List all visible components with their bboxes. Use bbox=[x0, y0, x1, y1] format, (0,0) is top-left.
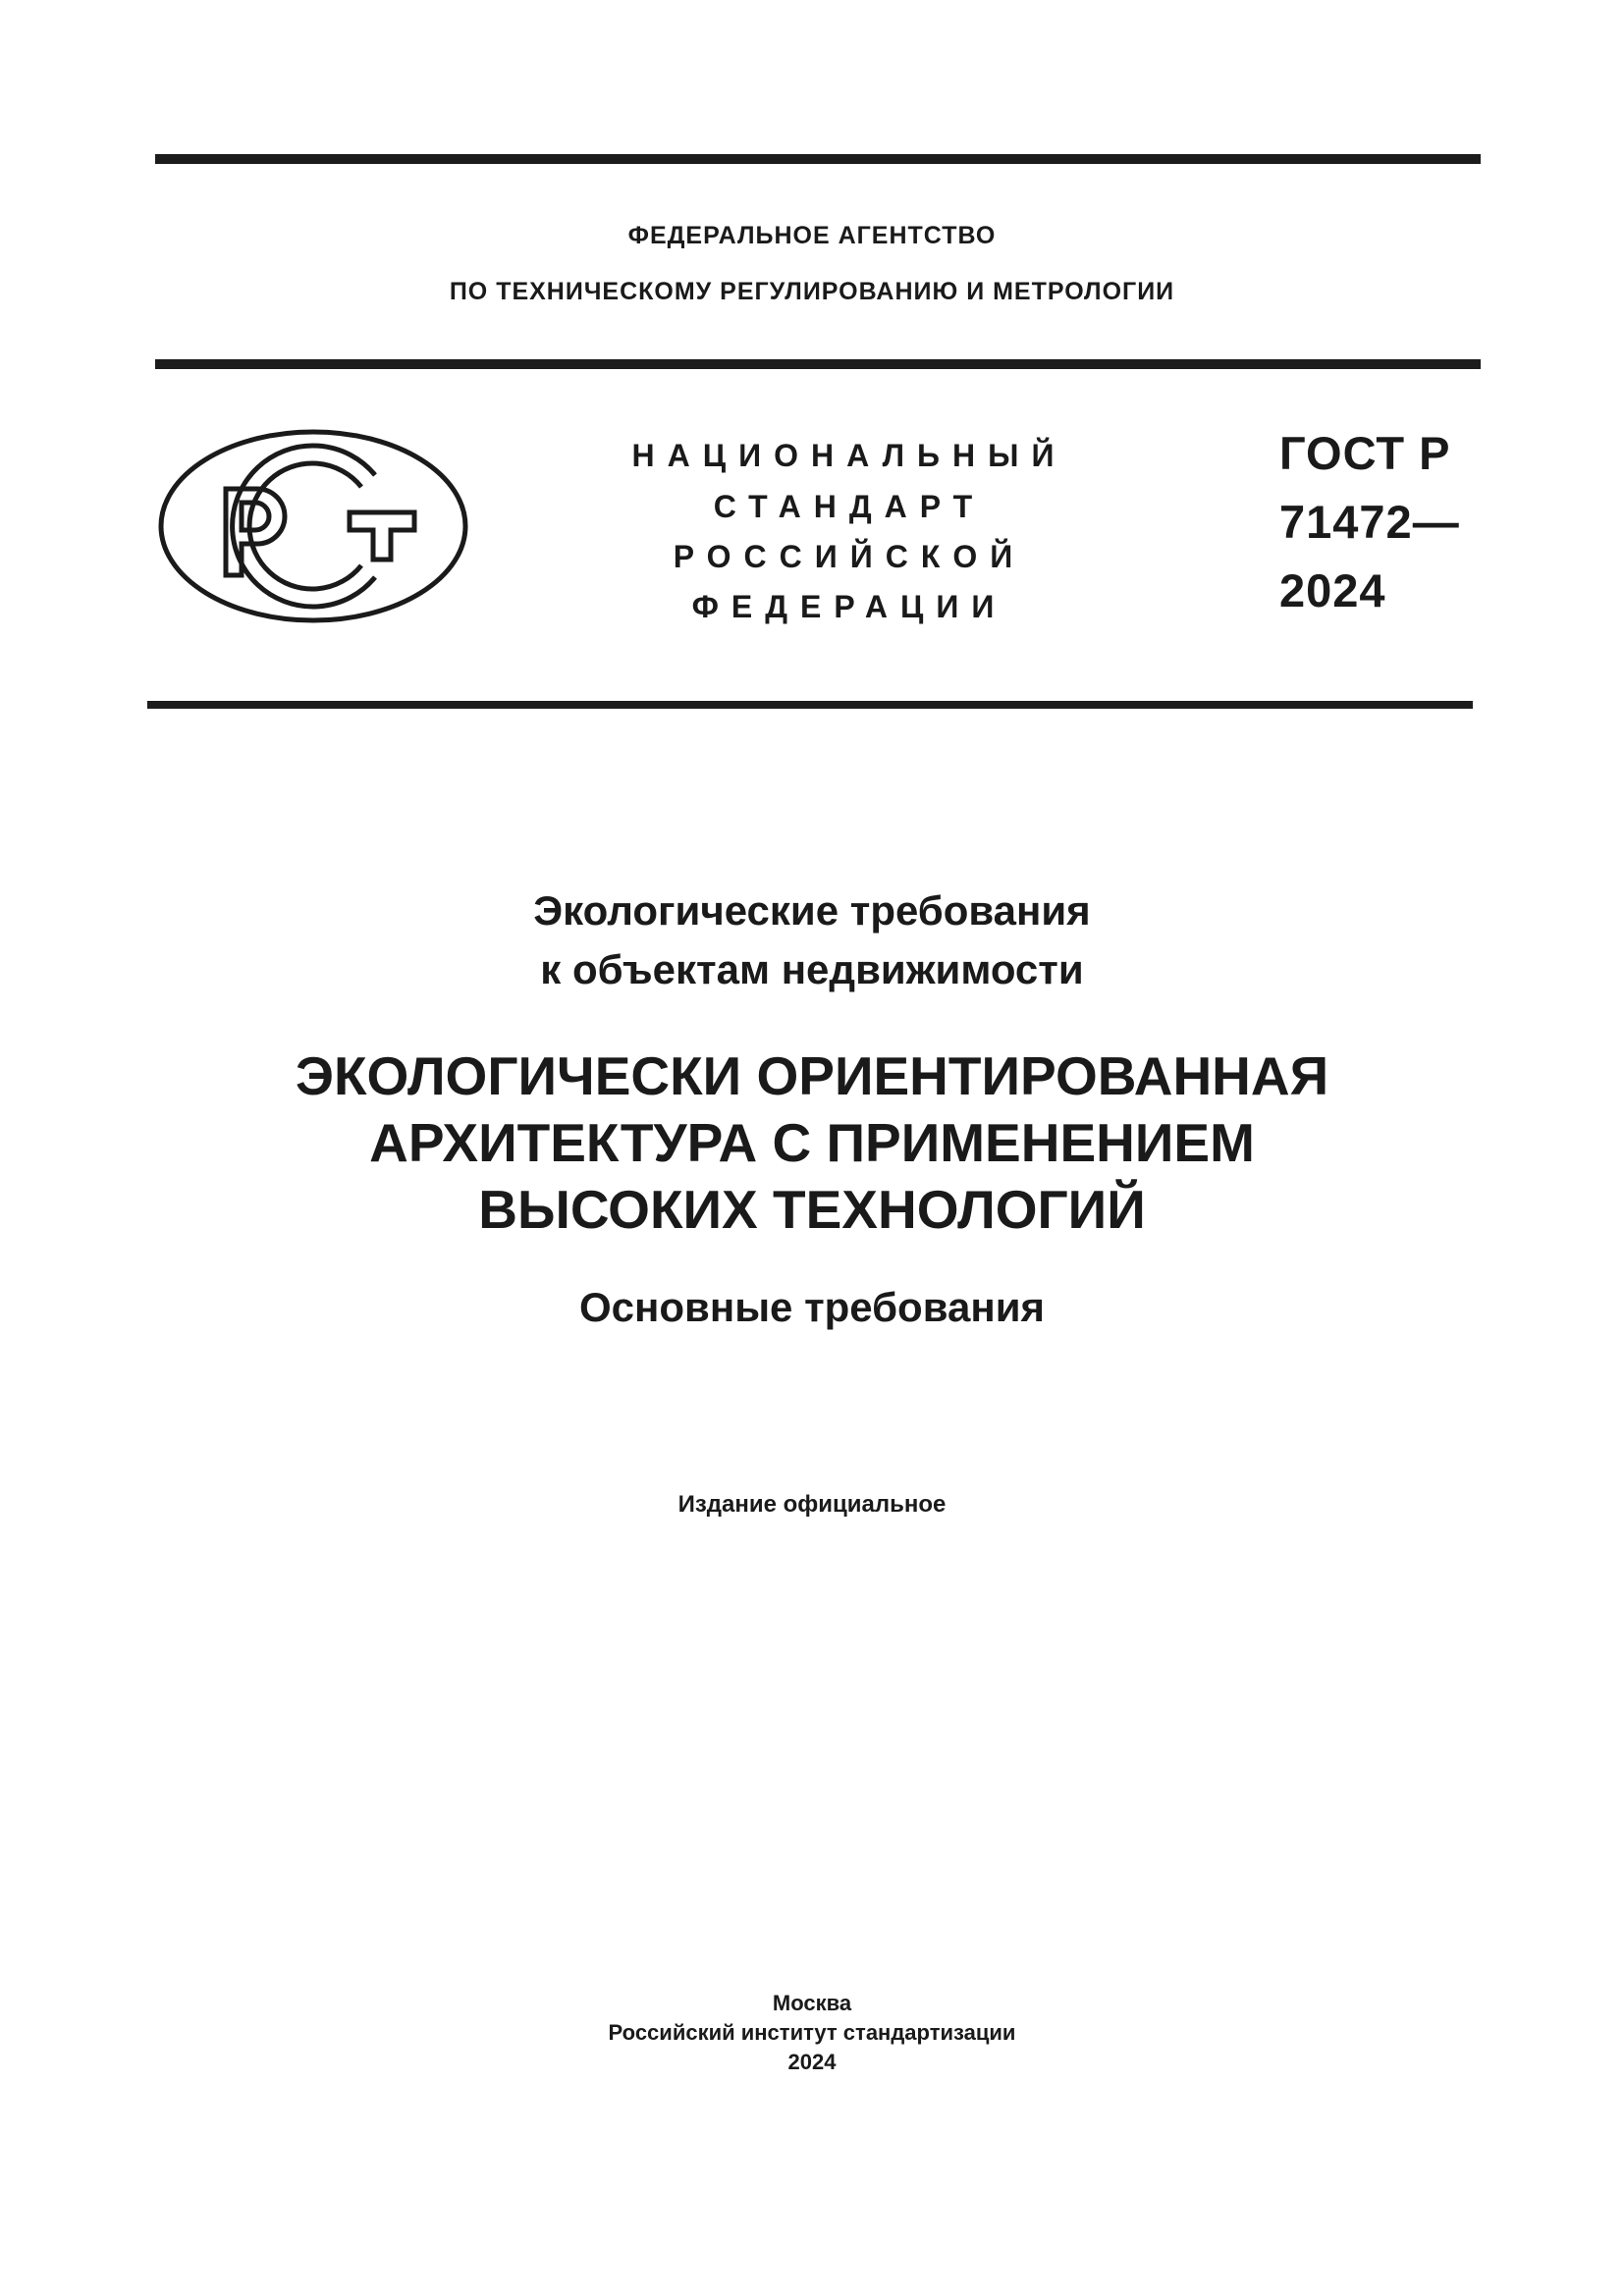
rst-conformity-mark-icon bbox=[157, 428, 469, 624]
designation-line-3: 2024 bbox=[1279, 564, 1386, 616]
part-title: Основные требования bbox=[578, 1284, 1046, 1330]
main-title-line-3: ВЫСОКИХ ТЕХНОЛОГИЙ bbox=[478, 1179, 1146, 1240]
edition-note: Издание официальное bbox=[677, 1491, 947, 1518]
national-standard-line-4: ФЕДЕРАЦИИ bbox=[691, 589, 1007, 624]
main-title-line-1: ЭКОЛОГИЧЕСКИ ОРИЕНТИРОВАННАЯ bbox=[295, 1045, 1329, 1106]
subtitle-line-2: к объектам недвижимости bbox=[540, 946, 1084, 992]
national-standard-line-3: РОССИЙСКОЙ bbox=[673, 539, 1026, 574]
national-standard-line-2: СТАНДАРТ bbox=[713, 489, 986, 524]
agency-line-1: ФЕДЕРАЛЬНОЕ АГЕНТСТВО bbox=[627, 222, 997, 249]
agency-rule bbox=[155, 359, 1481, 369]
imprint-year: 2024 bbox=[787, 2050, 837, 2074]
header-bottom-rule bbox=[147, 701, 1473, 709]
imprint-publisher: Российский институт стандартизации bbox=[608, 2020, 1016, 2045]
main-title-line-2: АРХИТЕКТУРА С ПРИМЕНЕНИЕМ bbox=[369, 1112, 1255, 1173]
designation-line-2: 71472— bbox=[1279, 496, 1460, 548]
designation-line-1: ГОСТ Р bbox=[1279, 427, 1451, 479]
imprint-city: Москва bbox=[772, 1991, 852, 2015]
top-rule bbox=[155, 154, 1481, 164]
agency-line-2: ПО ТЕХНИЧЕСКОМУ РЕГУЛИРОВАНИЮ И МЕТРОЛОГИИ bbox=[449, 278, 1175, 305]
national-standard-line-1: НАЦИОНАЛЬНЫЙ bbox=[631, 438, 1067, 473]
subtitle-line-1: Экологические требования bbox=[533, 887, 1091, 934]
